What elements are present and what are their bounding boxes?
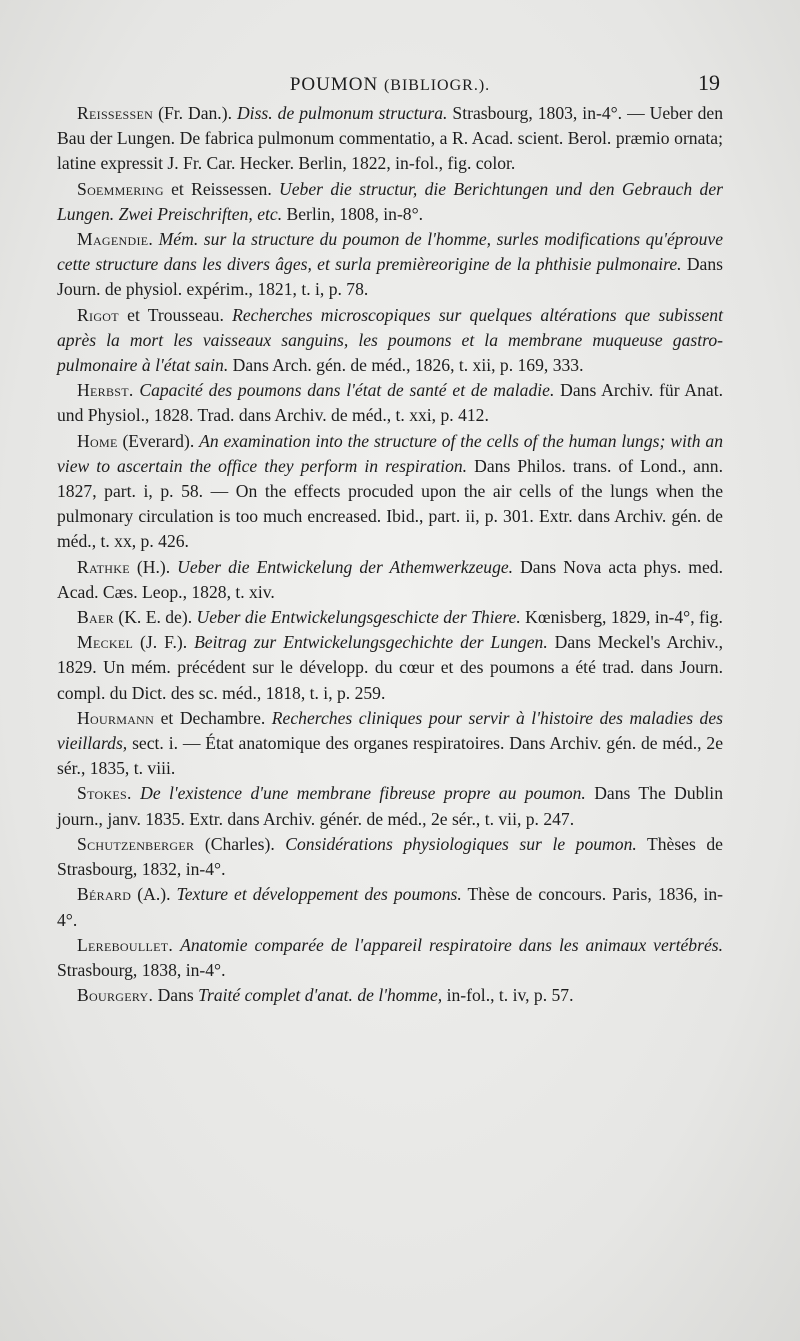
- entry-text: (Fr. Dan.).: [153, 103, 237, 123]
- entry-title: Ueber die structur, die Berichtungen und den Gebrauch der Lungen. Zwei Preischriften, etc.: [57, 178, 723, 224]
- entry-text: (A.).: [131, 884, 177, 905]
- bibliography-entry: [57, 227, 723, 303]
- entry-rest: Dans Meckel's Archiv., 1829. Un mém. précédent sur le développ. du cœur et des poumons a été trad. dans Journ. compl. du Dict. des sc. méd., 1818, t. i, p. 259.: [57, 632, 723, 703]
- entry-author: Bourgery.: [77, 985, 154, 1006]
- entry-author: Stokes.: [77, 783, 132, 804]
- entry-rest: Dans Journ. de physiol. expérim., 1821, t. i, p. 78.: [57, 254, 723, 300]
- entry-rest: Dans The Dublin journ., janv. 1835. Extr. dans Archiv. génér. de méd., 2e sér., t. vii, p. 247.: [57, 783, 723, 829]
- entry-title: De l'existence d'une membrane fibreuse propre au poumon.: [140, 783, 586, 804]
- entry-text: (J. F.).: [133, 632, 195, 653]
- entry-text: et Reissessen.: [163, 178, 280, 199]
- entry-author: Rathke: [77, 556, 130, 577]
- entry-rest: Thèse de concours. Paris, 1836, in-4°.: [57, 884, 723, 930]
- entry-author: Schutzenberger: [77, 833, 195, 854]
- bibliography-entry: [57, 177, 723, 227]
- page-header: [60, 70, 720, 100]
- entry-text: et Dechambre.: [154, 707, 272, 728]
- entry-text: [132, 783, 140, 803]
- entry-author: Hourmann: [77, 707, 155, 728]
- entry-rest: in-fol., t. iv, p. 57.: [442, 985, 574, 1006]
- entry-author: Baer: [77, 607, 114, 628]
- entry-rest: sect. i. — État anatomique des organes respiratoires. Dans Archiv. gén. de méd., 2e sér., 1835, t. viii.: [57, 733, 723, 779]
- bibliography-entry: [57, 933, 723, 983]
- entry-title: Recherches cliniques pour servir à l'histoire des maladies des vieillards,: [57, 707, 723, 754]
- entry-title: Mém. sur la structure du poumon de l'homme, surles modifications qu'éprouve cette structure dans les divers âges, et surla premièreorigine de la phthisie pulmonaire.: [57, 229, 724, 275]
- entry-author: Rigot: [77, 304, 119, 325]
- bibliography-entry: [57, 630, 723, 706]
- entry-rest: Berlin, 1808, in-8°.: [282, 203, 424, 224]
- entry-rest: Kœnisberg, 1829, in-4°, fig.: [520, 607, 723, 628]
- entry-text: (H.).: [129, 556, 178, 577]
- running-head: [60, 74, 720, 96]
- entry-title: Traité complet d'anat. de l'homme,: [198, 985, 443, 1006]
- entry-text: (Everard).: [117, 430, 200, 451]
- bibliography-entry: [57, 101, 723, 177]
- bibliography-entry: [57, 429, 723, 555]
- bibliography-list: [57, 101, 723, 1008]
- entry-title: Diss. de pulmonum structura.: [236, 103, 448, 123]
- page-number: 19: [698, 70, 720, 95]
- entry-author: Bérard: [77, 884, 132, 905]
- bibliography-entry: [57, 781, 723, 831]
- entry-title: Texture et développement des poumons.: [176, 884, 462, 905]
- entry-author: Soemmering: [77, 178, 164, 199]
- entry-title: Recherches microscopiques sur quelques altérations que subissent après la mort les vaisseaux sanguins, les poumons et la membrane muqueuse gastro-pulmonaire à l'état sain.: [57, 304, 723, 376]
- entry-title: An examination into the structure of the cells of the human lungs; with an view to ascertain the office they perform in respiration.: [57, 430, 723, 476]
- entry-rest: Dans Philos. trans. of Lond., ann. 1827, part. i, p. 58. — On the effects procuded upon the air cells of the lungs when the pulmonary circulation is too much encreased. Ibid., part. ii, p. 301. Extr. dans Archiv. gén. de méd., t. xx, p. 426.: [57, 455, 723, 552]
- entry-title: Ueber die Entwickelung der Athemwerkzeuge.: [177, 556, 514, 577]
- bibliography-entry: [57, 706, 723, 782]
- bibliography-entry: [57, 983, 723, 1008]
- bibliography-entry: [57, 882, 723, 932]
- entry-author: Home: [77, 430, 118, 451]
- entry-title: Anatomie comparée de l'appareil respiratoire dans les animaux vertébrés.: [180, 934, 723, 955]
- entry-rest: Strasbourg, 1803, in-4°. — Ueber den Bau der Lungen. De fabrica pulmonum commentatio, a R. Acad. scient. Berol. præmio ornata; latine expressit J. Fr. Car. Hecker. Berlin, 1822, in-fol., fig. color.: [57, 103, 724, 174]
- bibliography-entry: [57, 832, 723, 882]
- entry-author: Reissessen: [77, 103, 154, 123]
- entry-text: (Charles).: [194, 833, 286, 854]
- bibliography-entry: [57, 605, 723, 630]
- entry-rest: Dans Archiv. für Anat. und Physiol., 1828. Trad. dans Archiv. de méd., t. xxi, p. 412.: [57, 380, 723, 426]
- bibliography-entry: [57, 378, 723, 428]
- entry-author: Lereboullet.: [77, 934, 174, 955]
- entry-rest: Dans Arch. gén. de méd., 1826, t. xii, p. 169, 333.: [228, 355, 584, 376]
- entry-text: et Trousseau.: [118, 304, 233, 325]
- entry-author: Magendie.: [77, 229, 154, 250]
- entry-title: Capacité des poumons dans l'état de santé et de maladie.: [139, 380, 555, 401]
- bibliography-entry: [57, 303, 723, 379]
- bibliography-entry: [57, 555, 723, 605]
- entry-title: Ueber die Entwickelungsgeschicte der Thiere.: [196, 607, 521, 628]
- entry-rest: Strasbourg, 1838, in-4°.: [57, 959, 226, 980]
- entry-title: Beitrag zur Entwickelungsgechichte der Lungen.: [194, 632, 548, 653]
- entry-rest: Dans Nova acta phys. med. Acad. Cæs. Leop., 1828, t. xiv.: [57, 556, 723, 602]
- entry-title: Considérations physiologiques sur le poumon.: [285, 833, 637, 854]
- entry-text: Dans: [153, 985, 199, 1006]
- entry-text: (K. E. de).: [113, 607, 197, 628]
- entry-author: Meckel: [77, 632, 134, 653]
- entry-author: Herbst.: [77, 380, 134, 401]
- entry-rest: Thèses de Strasbourg, 1832, in-4°.: [57, 833, 723, 880]
- running-head-main: POUMON: [289, 74, 379, 95]
- running-head-paren: (BIBLIOGR.).: [383, 77, 491, 94]
